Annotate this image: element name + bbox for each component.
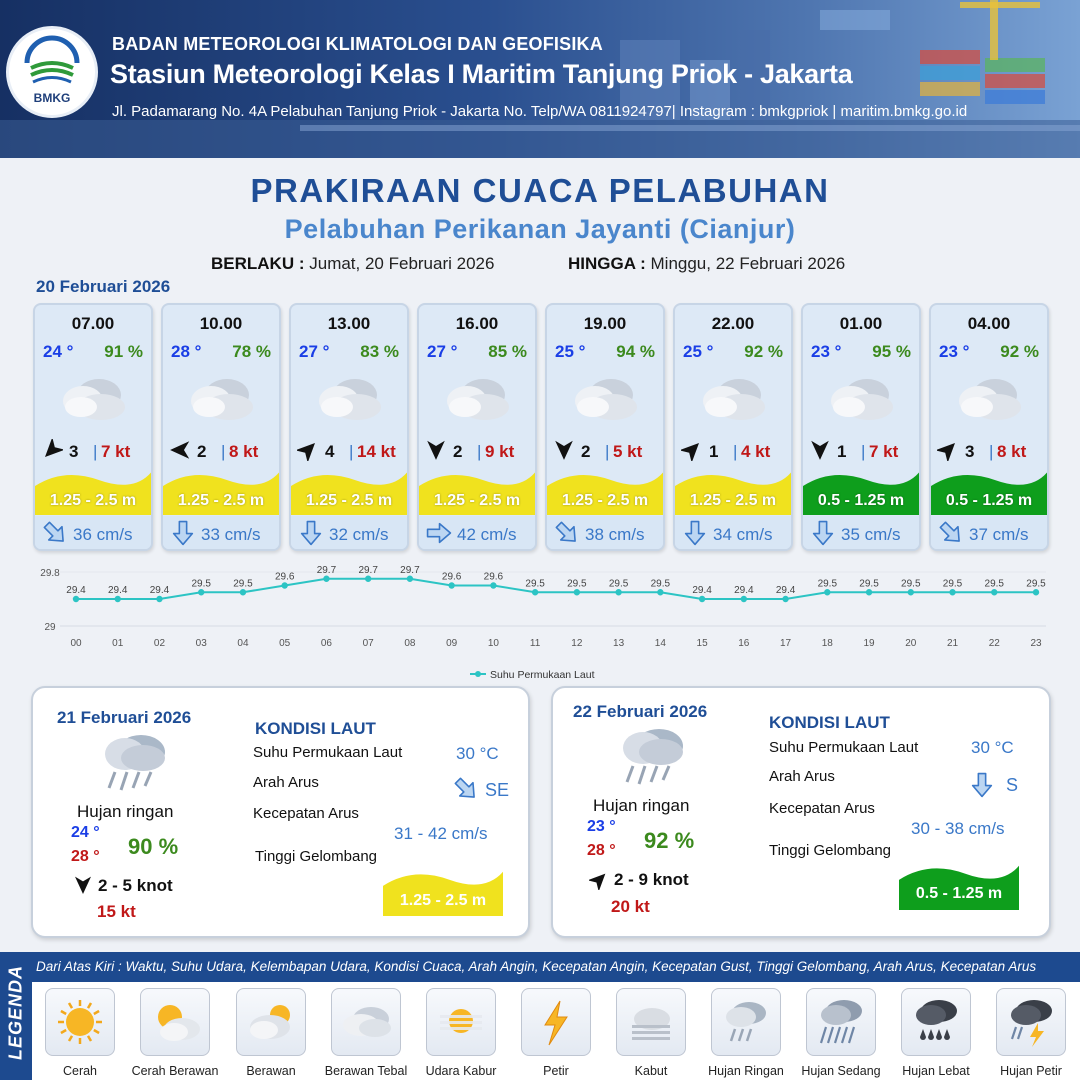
forecast-card [417, 303, 537, 551]
sst-data-point [824, 589, 830, 595]
day3-sst-label: Suhu Permukaan Laut [769, 739, 919, 756]
sst-data-point [615, 589, 621, 595]
cloud-icon [953, 375, 1025, 425]
forecast-card [673, 303, 793, 551]
wind-direction-icon [553, 439, 575, 461]
legend-item [616, 988, 686, 1078]
sst-data-label: 29.5 [901, 578, 921, 590]
legend-icon-box [45, 988, 115, 1056]
separator: | [861, 442, 866, 461]
sst-data-label: 29.4 [734, 585, 754, 596]
x-tick-label: 16 [738, 638, 750, 649]
x-tick-label: 19 [863, 638, 875, 649]
sst-data-point [949, 589, 955, 595]
x-tick-label: 00 [70, 638, 82, 649]
sst-data-point [323, 576, 329, 582]
forecast-card [289, 303, 409, 551]
cloud-icon [185, 375, 257, 425]
day2-sst-label: Suhu Permukaan Laut [253, 744, 403, 761]
day2-wind: 2 - 5 knot [98, 876, 173, 895]
chart-legend [470, 669, 595, 681]
current-direction-icon [682, 520, 708, 546]
forecast-card [801, 303, 921, 551]
forecast-humidity: 95 % [872, 342, 911, 361]
sun-icon [51, 995, 109, 1049]
valid-from [211, 254, 494, 274]
valid-to-label: HINGGA : [568, 254, 646, 273]
forecast-wind-speed: 2 [197, 442, 207, 461]
legend-icon-box [806, 988, 876, 1056]
legend-item [324, 988, 408, 1078]
legend-item [901, 988, 971, 1078]
x-tick-label: 07 [362, 638, 374, 649]
legend-item-name: Udara Kabur [425, 1064, 497, 1078]
forecast-gust: 8 kt [997, 442, 1027, 461]
day3-wave-label: Tinggi Gelombang [769, 842, 892, 859]
current-direction-icon [938, 520, 964, 546]
legend-item [801, 988, 881, 1078]
forecast-card [929, 303, 1049, 551]
cloud-icon [57, 375, 129, 425]
current-direction-icon [42, 520, 68, 546]
day3-dir-label: Arah Arus [769, 768, 835, 785]
forecast-current-speed: 35 cm/s [841, 525, 901, 544]
day3-sea-heading: KONDISI LAUT [769, 713, 890, 732]
current-direction-icon [170, 520, 196, 546]
sst-data-label: 29.5 [233, 578, 253, 590]
day1-date: 20 Februari 2026 [36, 277, 171, 296]
legend-item-name: Hujan Lebat [902, 1064, 970, 1078]
separator: | [349, 442, 354, 461]
sst-data-label: 29.7 [316, 564, 337, 576]
sst-data-point [991, 589, 997, 595]
current-direction-icon [554, 520, 580, 546]
sst-data-point [908, 589, 914, 595]
forecast-wind-speed: 1 [709, 442, 719, 461]
forecast-humidity: 92 % [744, 342, 783, 361]
day2-temp-max: 28 ° [71, 848, 100, 865]
current-box [547, 516, 663, 551]
sst-data-label: 29.6 [274, 571, 295, 583]
moderate-rain-icon [812, 995, 870, 1049]
legend-item-name: Hujan Sedang [801, 1064, 881, 1078]
separator: | [605, 442, 610, 461]
x-tick-label: 11 [529, 638, 541, 649]
forecast-gust: 4 kt [741, 442, 771, 461]
legend-item-name: Cerah [62, 1064, 98, 1078]
forecast-gust: 9 kt [485, 442, 515, 461]
x-tick-label: 23 [1030, 638, 1042, 649]
valid-from-value: Jumat, 20 Februari 2026 [309, 254, 495, 273]
x-tick-label: 04 [237, 638, 249, 649]
forecast-time: 04.00 [967, 314, 1011, 333]
day3-condition: Hujan ringan [593, 796, 690, 815]
x-tick-label: 13 [613, 638, 625, 649]
x-tick-label: 09 [446, 638, 458, 649]
day2-sst-value: 30 °C [456, 744, 499, 763]
forecast-time: 07.00 [71, 314, 115, 333]
forecast-humidity: 83 % [360, 342, 399, 361]
wind-direction-icon [681, 439, 703, 461]
forecast-current-speed: 33 cm/s [201, 525, 261, 544]
sst-data-point [115, 596, 121, 602]
heavy-rain-icon [907, 995, 965, 1049]
forecast-humidity: 94 % [616, 342, 655, 361]
current-box [35, 516, 151, 551]
legend-item [425, 988, 497, 1078]
forecast-gust: 8 kt [229, 442, 259, 461]
legend-item [45, 988, 115, 1078]
x-tick-label: 18 [821, 638, 833, 649]
sst-data-label: 29.5 [525, 578, 545, 590]
forecast-humidity: 78 % [232, 342, 271, 361]
sst-data-label: 29.4 [149, 585, 170, 596]
legend-item-name: Hujan Petir [1000, 1064, 1062, 1078]
sst-data-point [407, 576, 413, 582]
sea-surface-temp-chart [30, 560, 1060, 685]
day2-wave-label: Tinggi Gelombang [255, 848, 378, 865]
x-tick-label: 15 [696, 638, 708, 649]
sst-data-label: 29.4 [66, 585, 86, 596]
legend-icon-box [901, 988, 971, 1056]
current-box [291, 516, 407, 551]
x-tick-label: 03 [195, 638, 207, 649]
x-tick-label: 21 [946, 638, 959, 649]
sst-data-label: 29.4 [692, 585, 712, 596]
day3-gust: 20 kt [611, 897, 650, 916]
forecast-wind-speed: 4 [325, 442, 335, 461]
forecast-time: 19.00 [583, 314, 627, 333]
forecast-humidity: 92 % [1000, 342, 1039, 361]
sst-data-label: 29.4 [775, 585, 796, 596]
y-tick-label: 29.8 [40, 568, 60, 579]
valid-to [568, 254, 845, 274]
station-address: Jl. Padamarang No. 4A Pelabuhan Tanjung Priok - Jakarta No. Telp/WA 0811924797| Instagram : bmkgpriok | maritim.bmkg.go.id [112, 103, 968, 120]
day2-speed-label: Kecepatan Arus [253, 805, 359, 822]
cloud-sun-icon [242, 995, 300, 1049]
legend-side-bar [0, 952, 32, 1080]
sst-data-point [240, 589, 246, 595]
day2-humidity: 90 % [128, 834, 179, 859]
forecast-temp: 23 ° [939, 342, 970, 361]
current-direction-icon [453, 776, 479, 802]
thunderstorm-icon [1002, 995, 1060, 1049]
sst-data-label: 29.5 [191, 578, 211, 590]
sst-data-point [490, 582, 496, 588]
forecast-temp: 27 ° [427, 342, 458, 361]
forecast-temp: 24 ° [43, 342, 74, 361]
x-tick-label: 08 [404, 638, 416, 649]
legend-item-name: Kabut [634, 1064, 668, 1078]
forecast-temp: 28 ° [171, 342, 202, 361]
wind-direction-icon [809, 439, 831, 461]
legend-item-name: Petir [543, 1064, 569, 1078]
sst-data-label: 29.5 [817, 578, 838, 590]
forecast-wind-speed: 3 [69, 442, 79, 461]
page-title: PRAKIRAAN CUACA PELABUHAN [250, 172, 830, 209]
forecast-current-speed: 37 cm/s [969, 525, 1029, 544]
day3-wave-value: 0.5 - 1.25 m [915, 885, 1003, 902]
sst-data-point [73, 596, 79, 602]
x-tick-label: 20 [905, 638, 917, 649]
sst-data-point [866, 589, 872, 595]
sun-cloud-icon [146, 995, 204, 1049]
day2-speed-value: 31 - 42 cm/s [394, 824, 488, 843]
sst-data-point [1033, 589, 1039, 595]
forecast-gust: 7 kt [101, 442, 131, 461]
separator: | [477, 442, 482, 461]
forecast-gust: 14 kt [357, 442, 396, 461]
forecast-gust: 5 kt [613, 442, 643, 461]
separator: | [93, 442, 98, 461]
legend-item-name: Berawan Tebal [324, 1064, 408, 1078]
wind-direction-icon [297, 439, 319, 461]
x-tick-label: 12 [571, 638, 583, 649]
day3-dir-value: S [1006, 775, 1019, 795]
legend-icon-box [426, 988, 496, 1056]
forecast-wave-height: 1.25 - 2.5 m [689, 492, 777, 509]
bmkg-emblem-icon [9, 33, 95, 93]
legend-item-name: Berawan [246, 1064, 296, 1078]
fog-icon [622, 995, 680, 1049]
x-tick-label: 10 [487, 638, 499, 649]
legend-item-name: Hujan Ringan [708, 1064, 784, 1078]
wind-direction-icon [425, 439, 447, 461]
forecast-time: 22.00 [711, 314, 755, 333]
forecast-temp: 23 ° [811, 342, 842, 361]
forecast-current-speed: 42 cm/s [457, 525, 517, 544]
day3-speed-label: Kecepatan Arus [769, 800, 875, 817]
sst-data-point [532, 589, 538, 595]
forecast-humidity: 85 % [488, 342, 527, 361]
day2-date: 21 Februari 2026 [57, 708, 192, 727]
valid-from-label: BERLAKU : [211, 254, 305, 273]
forecast-time: 10.00 [199, 314, 243, 333]
day2-dir-value: SE [485, 780, 510, 800]
legend-item-name: Cerah Berawan [131, 1064, 219, 1078]
sst-data-point [281, 582, 287, 588]
sst-data-point [574, 589, 580, 595]
sst-data-label: 29.5 [942, 578, 963, 590]
day2-sea-heading: KONDISI LAUT [255, 719, 376, 738]
forecast-current-speed: 36 cm/s [73, 525, 133, 544]
forecast-time: 13.00 [327, 314, 371, 333]
cloud-icon [441, 375, 513, 425]
x-tick-label: 05 [279, 638, 291, 649]
valid-to-value: Minggu, 22 Februari 2026 [650, 254, 846, 273]
light-rain-icon [609, 722, 695, 786]
sst-data-label: 29.5 [650, 578, 671, 590]
legend-item [708, 988, 784, 1078]
legend [0, 952, 1080, 1080]
x-tick-label: 17 [780, 638, 792, 649]
sst-data-point [699, 596, 705, 602]
forecast-current-speed: 32 cm/s [329, 525, 389, 544]
sst-data-label: 29.5 [1026, 578, 1046, 590]
day2-dir-label: Arah Arus [253, 774, 319, 791]
legend-item [131, 988, 219, 1078]
agency-name: BADAN METEOROLOGI KLIMATOLOGI DAN GEOFISIKA [112, 34, 603, 54]
forecast-current-speed: 34 cm/s [713, 525, 773, 544]
current-box [675, 516, 791, 551]
legend-label: LEGENDA [5, 965, 26, 1061]
day2-gust: 15 kt [97, 902, 136, 921]
sst-data-point [448, 582, 454, 588]
legend-description: Dari Atas Kiri : Waktu, Suhu Udara, Kelembapan Udara, Kondisi Cuaca, Arah Angin, Kecepatan Angin, Kecepatan Gust, Tinggi Gelombang, Arah Arus, Kecepatan Arus [36, 959, 1037, 974]
sst-data-label: 29.7 [400, 564, 420, 576]
sst-series-line [76, 579, 1036, 599]
forecast-wind-speed: 1 [837, 442, 847, 461]
current-direction-icon [969, 772, 995, 798]
forecast-wave-height: 0.5 - 1.25 m [945, 492, 1033, 509]
y-tick-label: 29 [44, 622, 56, 633]
legend-item [521, 988, 591, 1078]
day3-speed-value: 30 - 38 cm/s [911, 819, 1005, 838]
sst-data-label: 29.6 [483, 571, 504, 583]
sst-data-label: 29.4 [108, 585, 128, 596]
current-direction-icon [426, 520, 452, 546]
forecast-card [545, 303, 665, 551]
sst-data-point [365, 576, 371, 582]
sst-data-label: 29.5 [608, 578, 629, 590]
forecast-temp: 25 ° [683, 342, 714, 361]
legend-item [236, 988, 306, 1078]
day3-date: 22 Februari 2026 [573, 702, 708, 721]
forecast-wind-speed: 3 [965, 442, 975, 461]
day2-panel [31, 686, 530, 938]
sst-data-point [782, 596, 788, 602]
wind-direction-icon [589, 870, 609, 890]
forecast-wave-height: 1.25 - 2.5 m [433, 492, 521, 509]
day3-panel [551, 686, 1051, 938]
sst-data-point [198, 589, 204, 595]
x-tick-label: 02 [153, 638, 166, 649]
legend-icon-box [616, 988, 686, 1056]
light-rain-icon [91, 728, 177, 792]
day2-wave-value: 1.25 - 2.5 m [399, 892, 487, 909]
legend-series-name: Suhu Permukaan Laut [490, 669, 595, 681]
legend-icon-box [711, 988, 781, 1056]
forecast-time: 01.00 [839, 314, 883, 333]
current-direction-icon [298, 520, 324, 546]
sst-data-point [657, 589, 663, 595]
day3-wind: 2 - 9 knot [614, 870, 689, 889]
forecast-card [33, 303, 153, 551]
current-box [803, 516, 919, 551]
forecast-current-speed: 38 cm/s [585, 525, 645, 544]
x-tick-label: 01 [112, 638, 124, 649]
legend-icon-box [236, 988, 306, 1056]
page-subtitle: Pelabuhan Perikanan Jayanti (Cianjur) [284, 214, 796, 244]
legend-icon-box [996, 988, 1066, 1056]
bmkg-logo [6, 26, 98, 118]
cloud-icon [825, 375, 897, 425]
separator: | [733, 442, 738, 461]
forecast-wave-height: 0.5 - 1.25 m [817, 492, 905, 509]
legend-icon-box [521, 988, 591, 1056]
wind-direction-icon [41, 439, 63, 461]
wind-direction-icon [937, 439, 959, 461]
legend-item [996, 988, 1066, 1078]
x-tick-label: 14 [654, 638, 666, 649]
cloud-icon [337, 995, 395, 1049]
wind-direction-icon [169, 439, 191, 461]
station-name: Stasiun Meteorologi Kelas I Maritim Tanjung Priok - Jakarta [110, 59, 853, 89]
day3-humidity: 92 % [644, 828, 695, 853]
header-banner [0, 0, 1080, 158]
x-tick-label: 06 [320, 638, 332, 649]
sst-data-label: 29.5 [984, 578, 1004, 590]
day2-temp-min: 24 ° [71, 824, 100, 841]
legend-icon-box [331, 988, 401, 1056]
current-box [163, 516, 279, 551]
current-direction-icon [810, 520, 836, 546]
forecast-wave-height: 1.25 - 2.5 m [177, 492, 265, 509]
sst-data-label: 29.5 [567, 578, 587, 590]
forecast-wave-height: 1.25 - 2.5 m [305, 492, 393, 509]
cloud-icon [697, 375, 769, 425]
lightning-icon [527, 995, 585, 1049]
forecast-humidity: 91 % [104, 342, 143, 361]
sst-data-point [741, 596, 747, 602]
cloud-icon [569, 375, 641, 425]
light-rain-icon [717, 995, 775, 1049]
separator: | [989, 442, 994, 461]
forecast-temp: 25 ° [555, 342, 586, 361]
current-box [419, 516, 535, 551]
forecast-card [161, 303, 281, 551]
sst-data-label: 29.7 [358, 564, 378, 576]
sst-data-point [156, 596, 162, 602]
forecast-wind-speed: 2 [453, 442, 463, 461]
day2-condition: Hujan ringan [77, 802, 174, 821]
forecast-wave-height: 1.25 - 2.5 m [49, 492, 137, 509]
legend-swatch-point [475, 671, 481, 677]
wind-direction-icon [73, 875, 93, 895]
x-tick-label: 22 [988, 638, 1000, 649]
separator: | [221, 442, 226, 461]
sst-data-label: 29.5 [859, 578, 879, 590]
day3-temp-max: 28 ° [587, 842, 616, 859]
sst-data-label: 29.6 [441, 571, 462, 583]
legend-icon-box [140, 988, 210, 1056]
forecast-wave-height: 1.25 - 2.5 m [561, 492, 649, 509]
forecast-wind-speed: 2 [581, 442, 591, 461]
day3-sst-value: 30 °C [971, 738, 1014, 757]
forecast-time: 16.00 [455, 314, 499, 333]
day3-temp-min: 23 ° [587, 818, 616, 835]
forecast-gust: 7 kt [869, 442, 899, 461]
forecast-temp: 27 ° [299, 342, 330, 361]
cloud-icon [313, 375, 385, 425]
haze-icon [432, 995, 490, 1049]
current-box [931, 516, 1047, 551]
logo-text: BMKG [33, 91, 71, 105]
